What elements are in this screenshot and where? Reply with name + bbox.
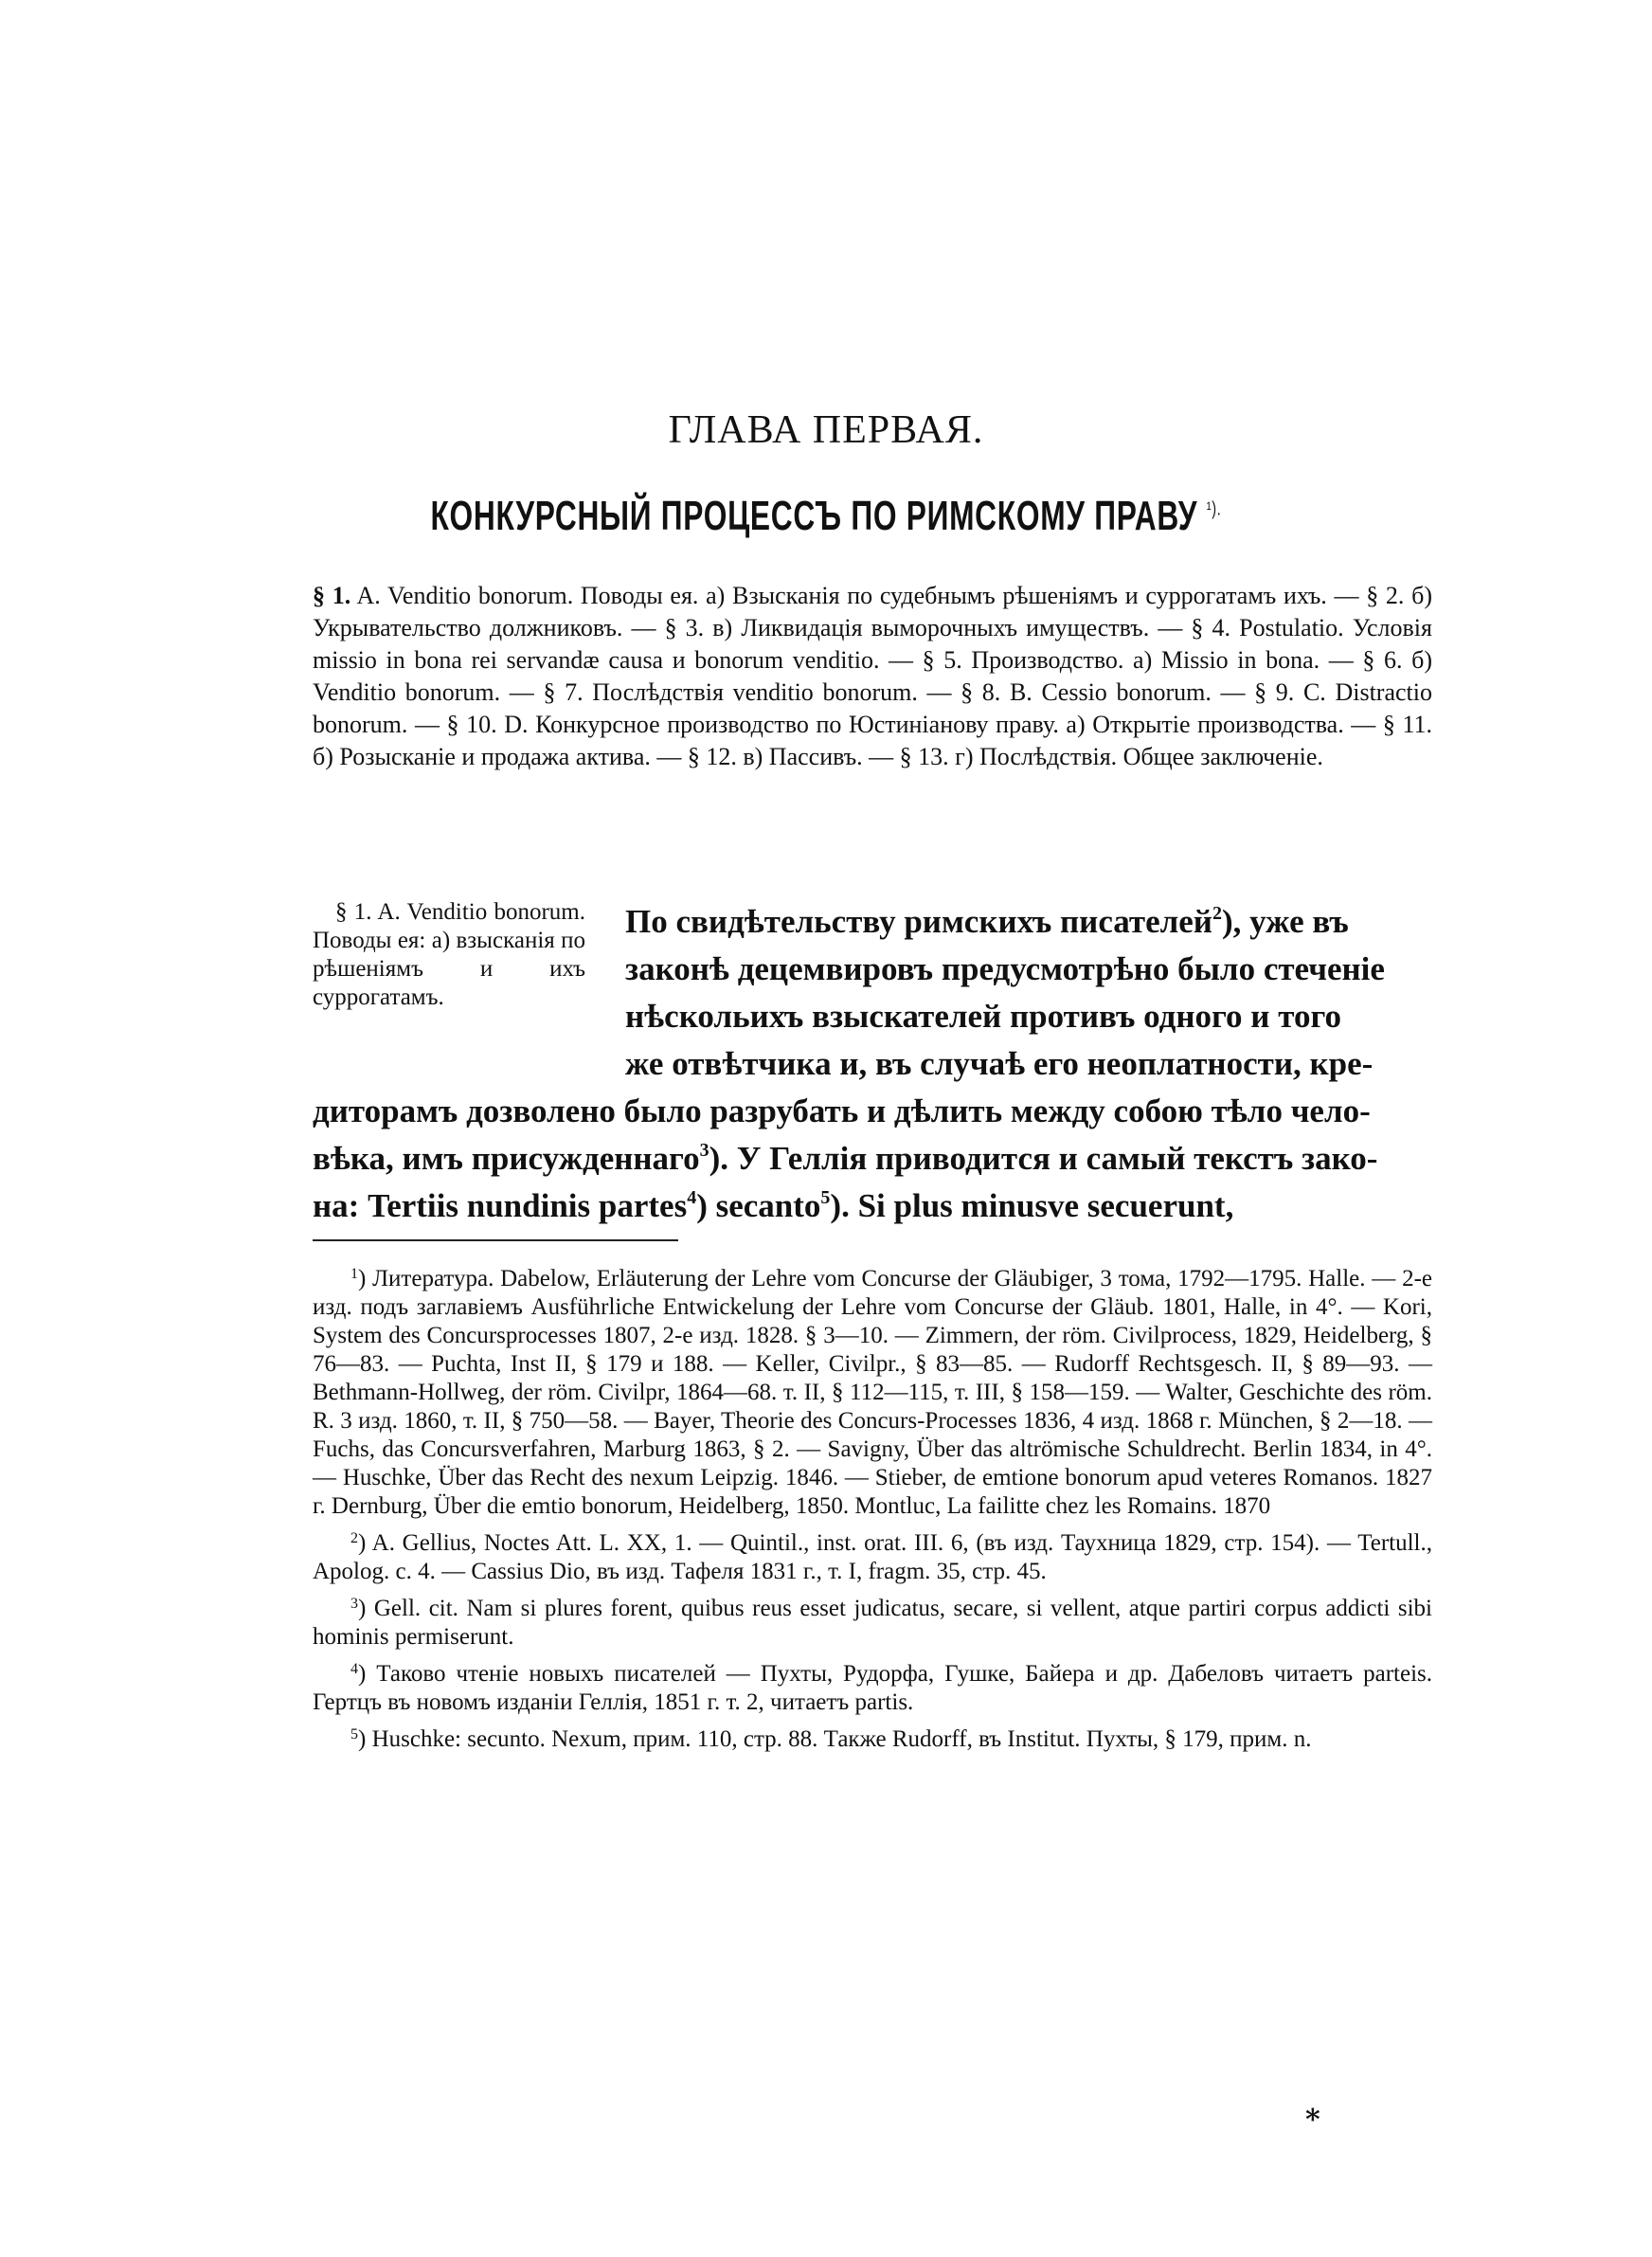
- signature-mark: *: [1305, 2104, 1320, 2137]
- marginal-note: § 1. A. Venditio bonorum. Поводы ея: a) взысканія по рѣшеніямъ и ихъ суррогатамъ.: [313, 899, 585, 1010]
- body-line: [625, 898, 1432, 946]
- footnote-text: ) A. Gellius, Noctes Att. L. XX, 1. — Quintil., inst. orat. III. 6, (въ изд. Таухница 1829, стр. 154). — Tertull., Apolog. c. 4. — Cassius Dio, въ изд. Тафеля 1831 г., т. I, fragm. 35, стр. 45.: [313, 1530, 1432, 1584]
- summary-text: A. Venditio bonorum. Поводы ея. a) Взысканія по судебнымъ рѣшеніямъ и суррогатамъ ихъ. — § 2. б) Укрывательство должниковъ. — § 3. в) Ликвидація выморочныхъ имуществъ. — § 4. Postulatio. Условія missio in bona rei servandæ causa и bonorum venditio. — § 5. Производство. a) Missio in bona. — § 6. б) Venditio bonorum. — § 7. Послѣдствія venditio bonorum. — § 8. B. Cessio bonorum. — § 9. C. Distractio bonorum. — § 10. D. Конкурсное производство по Юстиніанову праву. a) Открытіе производства. — § 11. б) Розысканіе и продажа актива. — § 12. в) Пассивъ. — § 13. г) Послѣдствія. Общее заключеніе.: [313, 582, 1433, 770]
- body-line: нѣскольихъ взыскателей противъ одного и того: [625, 998, 1341, 1035]
- body-line: законѣ децемвировъ предусмотрѣно было стеченіе: [625, 950, 1385, 987]
- summary-section-mark: § 1.: [313, 582, 351, 609]
- footnote-text: ) Литература. Dabelow, Erläuterung der Lehre vom Concurse der Gläubiger, 3 тома, 1792—1795. Halle. — 2-е изд. подъ заглавіемъ Ausführliche Entwickelung der Lehre vom Concurse der Gläub. 1801, Halle, in 4°. — Kori, System des Concursprocesses 1807, 2-е изд. 1828. § 3—10. — Zimmern, der röm. Civilprocess, 1829, Heidelberg, § 76—83. — Puchta, Inst II, § 179 и 188. — Keller, Civilpr., § 83—85. — Rudorff Rechtsgesch. II, § 89—93. — Bethmann-Hollweg, der röm. Civilpr, 1864—68. т. II, § 112—115, т. III, § 158—159. — Walter, Geschichte des röm. R. 3 изд. 1860, т. II, § 750—58. — Bayer, Theorie des Concurs-Processes 1836, 4 изд. 1868 г. München, § 2—18. — Fuchs, das Concursverfahren, Marburg 1863, § 2. — Savigny, Über das altrömische Schuldrecht. Berlin 1834, in 4°. — Huschke, Über das Recht des nexum Leipzig. 1846. — Stieber, de emtione bonorum apud veteres Romanos. 1827 г. Dernburg, Über die emtio bonorum, Heidelberg, 1850. Montluc, La failitte chez les Romains. 1870: [313, 1266, 1432, 1519]
- footnote-divider: [313, 1239, 678, 1241]
- footnote-5: [313, 1721, 1432, 1754]
- footnote-ref: 2: [1212, 903, 1222, 924]
- body-text-fragment: на: Tertiis nundinis partes: [313, 1187, 688, 1224]
- footnote-number: 4: [350, 1661, 358, 1677]
- footnote-ref: 4: [687, 1187, 697, 1208]
- footnote-number: 1: [350, 1266, 358, 1282]
- title-footnote-ref: ¹).: [1206, 498, 1222, 520]
- body-line: же отвѣтчика и, въ случаѣ его неоплатности, кре-: [625, 1045, 1374, 1082]
- footnote-text: ) Таково чтеніе новыхъ писателей — Пухты, Рудорфа, Гушке, Байера и др. Дабеловъ читаетъ parteis. Гертцъ въ новомъ изданіи Геллія, 1851 г. т. 2, читаетъ partis.: [313, 1661, 1432, 1715]
- footnote-1: [313, 1260, 1432, 1521]
- body-text-fragment: По свидѣтельству римскихъ писателей: [625, 903, 1212, 940]
- footnote-number: 2: [350, 1530, 358, 1546]
- chapter-title: [231, 493, 1421, 540]
- footnotes: [313, 1260, 1432, 1758]
- body-line: [313, 1135, 1432, 1183]
- chapter-title-text: КОНКУРСНЫЙ ПРОЦЕССЪ ПО РИМСКОМУ ПРАВУ: [430, 493, 1198, 539]
- body-text-fragment: ), уже въ: [1221, 903, 1349, 940]
- body-line: [313, 1183, 1432, 1230]
- footnote-number: 5: [350, 1726, 358, 1742]
- body-text-fragment: ). У Геллія приводится и самый текстъ зако-: [709, 1140, 1378, 1177]
- footnote-ref: 3: [699, 1140, 709, 1161]
- footnote-ref: 5: [820, 1187, 831, 1208]
- footnote-number: 3: [350, 1596, 358, 1612]
- body-text-fragment: вѣка, имъ присужденнаго: [313, 1140, 700, 1177]
- body-line: диторамъ дозволено было разрубать и дѣлить между собою тѣло чело-: [313, 1092, 1371, 1129]
- body-text-fragment: ) secanto: [696, 1187, 821, 1224]
- body-text-full: [313, 1088, 1432, 1230]
- footnote-4: [313, 1655, 1432, 1717]
- body-text-fragment: ). Si plus minusve secuerunt,: [830, 1187, 1234, 1224]
- footnote-text: ) Gell. cit. Nam si plures forent, quibus reus esset judicatus, secare, si vellent, atque partiri corpus addicti sibi hominis permiserunt.: [313, 1596, 1432, 1650]
- footnote-3: [313, 1590, 1432, 1652]
- footnote-text: ) Huschke: secunto. Nexum, прим. 110, стр. 88. Также Rudorff, въ Institut. Пухты, § 179, прим. n.: [358, 1726, 1312, 1752]
- chapter-summary: [313, 580, 1432, 773]
- body-text-indented: [625, 898, 1432, 1088]
- footnote-2: [313, 1525, 1432, 1586]
- chapter-heading: ГЛАВА ПЕРВАЯ.: [668, 408, 984, 452]
